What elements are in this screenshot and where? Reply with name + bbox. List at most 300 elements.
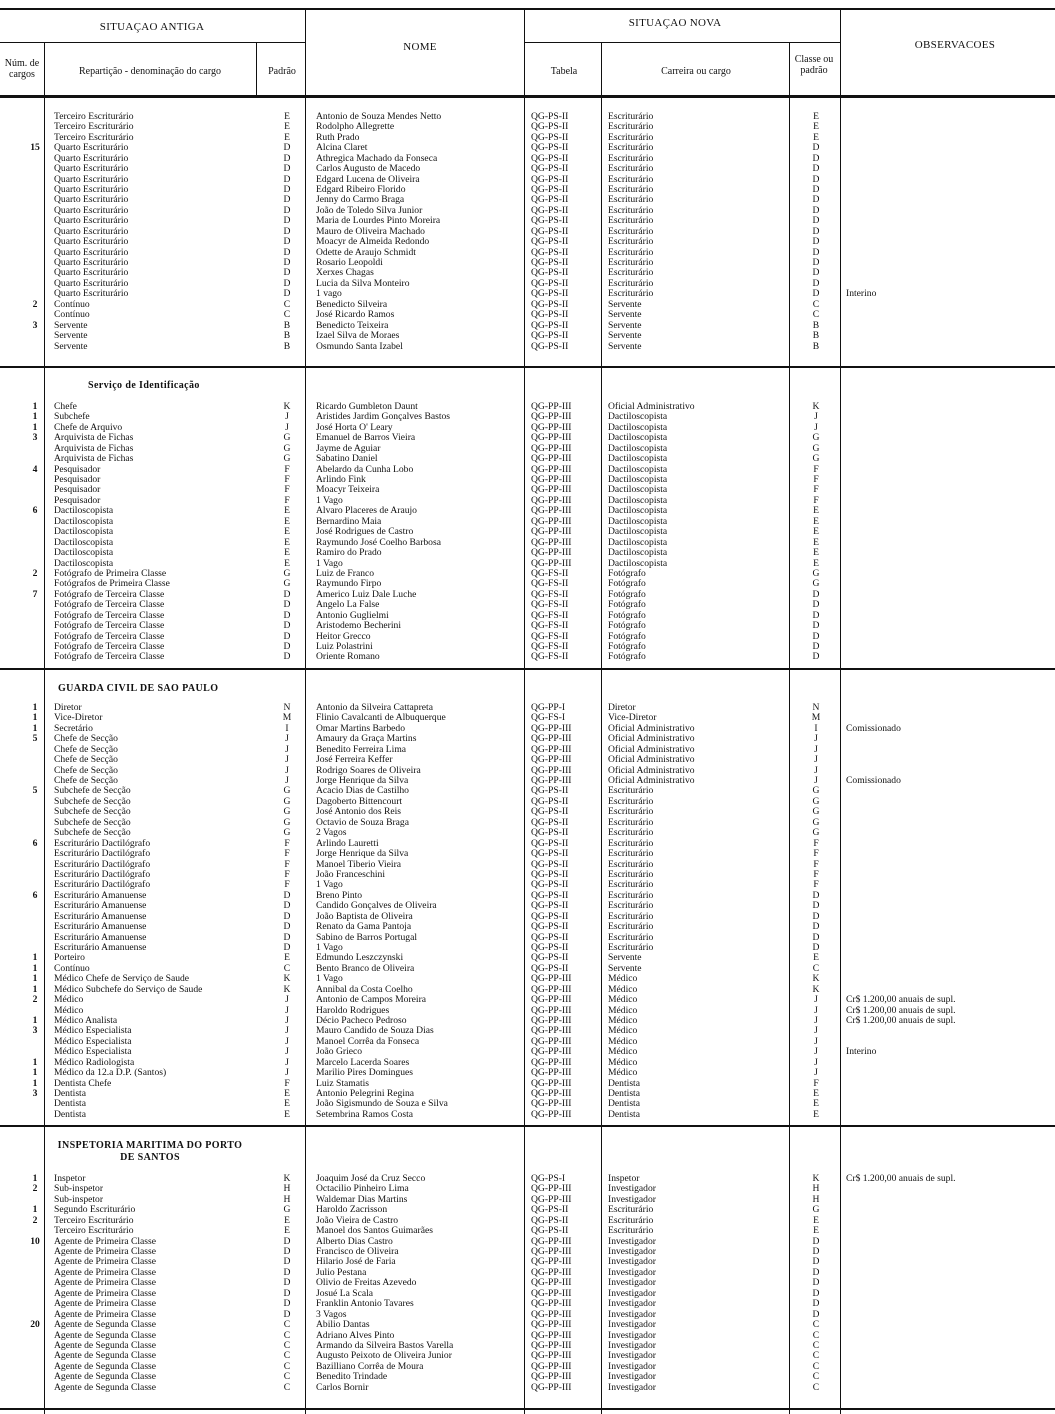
cell-tabela: QG-PS-II [531, 341, 569, 352]
cell-carreira: Fotógrafo [608, 568, 646, 579]
cell-classe: F [813, 838, 819, 849]
table-row [0, 559, 1055, 569]
cell-nome: Josué La Scala [316, 1288, 374, 1299]
table-row [0, 216, 1055, 226]
cell-tabela: QG-PP-III [531, 1340, 572, 1351]
cell-nome: Rodrigo Soares de Oliveira [316, 765, 421, 776]
cell-cargo: Chefe de Secção [54, 744, 118, 755]
cell-cargo: Fotógrafo de Terceira Classe [54, 589, 165, 600]
cell-tabela: QG-PS-II [531, 320, 569, 331]
table-row [0, 433, 1055, 443]
table-row [0, 402, 1055, 412]
cell-num: 1 [32, 963, 38, 974]
table-row [0, 423, 1055, 433]
cell-tabela: QG-PS-II [531, 942, 569, 953]
table-row [0, 611, 1055, 621]
cell-classe: E [813, 527, 819, 538]
cell-num: 6 [32, 890, 38, 901]
cell-nome: Marilio Pires Domingues [316, 1068, 413, 1078]
cell-cargo: Quarto Escriturário [54, 278, 129, 289]
cell-nome: Dagoberto Bittencourt [316, 796, 403, 807]
cell-tabela: QG-PP-III [531, 723, 572, 734]
header-carreira: Carreira ou cargo [661, 66, 731, 77]
cell-carreira: Escriturário [608, 258, 654, 268]
cell-nome: Aristodemo Becherini [316, 621, 401, 631]
cell-nome: Luiz Stamatis [316, 1078, 370, 1089]
cell-nome: Bento Branco de Oliveira [316, 963, 415, 974]
cell-classe: G [812, 807, 820, 818]
table-row [0, 818, 1055, 828]
cell-carreira: Fotógrafo [608, 579, 646, 590]
cell-classe: J [814, 995, 818, 1005]
cell-tabela: QG-PS-II [531, 817, 569, 828]
cell-padrao: J [285, 1036, 289, 1047]
table-row [0, 112, 1055, 122]
cell-cargo: Agente de Primeira Classe [54, 1278, 157, 1289]
cell-nome: Manoel Tiberio Vieira [316, 859, 402, 870]
cell-carreira: Oficial Administrativo [608, 723, 695, 734]
cell-classe: C [812, 299, 820, 310]
cell-cargo: Médico [54, 995, 84, 1005]
cell-tabela: QG-PS-II [531, 278, 569, 289]
cell-carreira: Dactiloscopista [608, 443, 668, 454]
cell-tabela: QG-PP-III [531, 1299, 572, 1310]
cell-classe: D [812, 143, 820, 154]
cell-num: 10 [30, 1236, 40, 1247]
cell-nome: José Ferreira Keffer [316, 755, 393, 766]
cell-num: 1 [32, 713, 38, 724]
cell-padrao: C [283, 963, 291, 974]
cell-tabela: QG-PP-III [531, 984, 572, 995]
table-row [0, 734, 1055, 744]
table-row [0, 1310, 1055, 1320]
cell-num: 15 [30, 143, 40, 154]
cell-nome: Benedicto Teixeira [316, 320, 389, 331]
cell-nome: Antonio Guglielmi [316, 610, 389, 621]
cell-cargo: Agente de Primeira Classe [54, 1309, 157, 1320]
cell-carreira: Escriturário [608, 1226, 654, 1237]
cell-padrao: G [283, 817, 291, 828]
cell-tabela: QG-PS-II [531, 268, 569, 279]
cell-classe: J [814, 1036, 818, 1047]
cell-tabela: QG-PS-II [531, 922, 569, 932]
cell-padrao: D [283, 641, 291, 652]
cell-tabela: QG-PP-III [531, 1057, 572, 1068]
cell-nome: José Antonio dos Reis [316, 807, 402, 818]
cell-cargo: Dactiloscopista [54, 506, 114, 517]
table-row [0, 642, 1055, 652]
cell-tabela: QG-FS-II [531, 568, 569, 579]
cell-classe: D [812, 631, 820, 642]
cell-carreira: Escriturário [608, 859, 654, 870]
cell-padrao: J [285, 1005, 289, 1016]
cell-cargo: Pesquisador [54, 475, 101, 485]
cell-carreira: Escriturário [608, 942, 654, 953]
cell-obs: Interino [846, 289, 877, 300]
table-row [0, 860, 1055, 870]
cell-nome: Edgard Ribeiro Florido [316, 185, 406, 195]
table-row [0, 590, 1055, 600]
cell-num: 3 [32, 320, 38, 331]
cell-padrao: K [283, 402, 291, 412]
cell-tabela: QG-PS-II [531, 953, 569, 964]
cell-num: 2 [32, 299, 38, 310]
cell-padrao: D [283, 1247, 291, 1257]
cell-padrao: G [283, 443, 291, 454]
cell-padrao: E [284, 548, 290, 558]
cell-classe: G [812, 1205, 820, 1216]
cell-padrao: N [283, 703, 291, 713]
cell-nome: Augusto Peixoto de Oliveira Junior [316, 1351, 452, 1362]
cell-carreira: Dactiloscopista [608, 516, 668, 527]
cell-carreira: Escriturário [608, 268, 654, 279]
cell-carreira: Investigador [608, 1257, 656, 1268]
cell-nome: Manoel dos Santos Guimarães [316, 1226, 433, 1237]
table-row [0, 766, 1055, 776]
cell-padrao: D [283, 652, 291, 663]
cell-nome: Ruth Prado [316, 132, 360, 143]
cell-tabela: QG-PP-III [531, 734, 572, 745]
cell-cargo: Agente de Segunda Classe [54, 1361, 157, 1372]
cell-carreira: Oficial Administrativo [608, 744, 695, 755]
cell-num: 2 [32, 1184, 38, 1195]
cell-tabela: QG-PP-III [531, 516, 572, 527]
cell-padrao: D [283, 143, 291, 154]
cell-classe: E [813, 1215, 819, 1226]
cell-padrao: D [283, 216, 291, 227]
cell-nome: João Vieira de Castro [316, 1215, 399, 1226]
cell-carreira: Escriturário [608, 817, 654, 828]
table-row [0, 1195, 1055, 1205]
cell-tabela: QG-PS-II [531, 331, 569, 341]
table-row [0, 964, 1055, 974]
cell-classe: G [812, 796, 820, 807]
cell-tabela: QG-PS-II [531, 310, 569, 321]
table-row [0, 1289, 1055, 1299]
cell-padrao: D [283, 1267, 291, 1278]
cell-tabela: QG-PP-III [531, 1005, 572, 1016]
table-row [0, 248, 1055, 258]
cell-tabela: QG-PS-II [531, 828, 569, 839]
cell-classe: F [813, 475, 819, 485]
cell-carreira: Diretor [608, 703, 636, 713]
table-row [0, 745, 1055, 755]
cell-tabela: QG-PP-III [531, 1257, 572, 1268]
cell-nome: Sabino de Barros Portugal [316, 932, 417, 943]
cell-cargo: Dentista [54, 1088, 86, 1099]
cell-cargo: Dactiloscopista [54, 516, 114, 527]
cell-tabela: QG-PP-III [531, 1099, 572, 1110]
cell-classe: C [812, 1372, 820, 1383]
cell-padrao: G [283, 786, 291, 797]
cell-padrao: F [284, 464, 290, 475]
cell-carreira: Fotógrafo [608, 631, 646, 642]
cell-cargo: Fotógrafo de Terceira Classe [54, 631, 165, 642]
cell-padrao: B [283, 341, 291, 352]
cell-tabela: QG-PP-III [531, 537, 572, 548]
cell-cargo: Agente de Primeira Classe [54, 1267, 157, 1278]
table-row [0, 195, 1055, 205]
cell-cargo: Agente de Primeira Classe [54, 1236, 157, 1247]
cell-padrao: F [284, 495, 290, 506]
cell-carreira: Investigador [608, 1330, 656, 1341]
cell-classe: E [813, 1109, 819, 1120]
cell-classe: I [814, 723, 818, 734]
cell-nome: Luiz de Franco [316, 568, 375, 579]
cell-cargo: Agente de Segunda Classe [54, 1382, 157, 1393]
cell-padrao: B [283, 331, 291, 341]
cell-nome: Breno Pinto [316, 890, 363, 901]
cell-classe: D [812, 1309, 820, 1320]
cell-tabela: QG-PS-II [531, 289, 569, 300]
cell-nome: Mauro de Oliveira Machado [316, 226, 425, 237]
cell-tabela: QG-PP-III [531, 1330, 572, 1341]
cell-nome: Lucia da Silva Monteiro [316, 278, 410, 289]
cell-padrao: J [285, 765, 289, 776]
table-row [0, 713, 1055, 723]
cell-carreira: Escriturário [608, 216, 654, 227]
cell-classe: D [812, 258, 820, 268]
cell-tabela: QG-PS-II [531, 880, 569, 891]
cell-cargo: Subchefe de Secção [54, 796, 131, 807]
cell-classe: C [812, 1340, 820, 1351]
cell-padrao: F [284, 859, 290, 870]
cell-cargo: Terceiro Escriturário [54, 1226, 134, 1237]
cell-tabela: QG-PS-II [531, 247, 569, 258]
cell-obs: Cr$ 1.200,00 anuais de supl. [846, 1015, 956, 1026]
cell-classe: C [812, 1361, 820, 1372]
table-row [0, 891, 1055, 901]
cell-num: 1 [32, 1174, 38, 1184]
cell-padrao: D [283, 237, 291, 248]
cell-padrao: D [283, 890, 291, 901]
cell-padrao: D [283, 164, 291, 175]
cell-padrao: D [283, 1288, 291, 1299]
cell-classe: E [813, 506, 819, 517]
cell-classe: H [812, 1184, 820, 1195]
cell-classe: F [813, 859, 819, 870]
cell-cargo: Terceiro Escriturário [54, 132, 134, 143]
table-row [0, 1037, 1055, 1047]
cell-nome: Jorge Henrique da Silva [316, 776, 409, 786]
cell-cargo: Subchefe [54, 412, 90, 423]
table-row [0, 901, 1055, 911]
cell-carreira: Médico [608, 1036, 638, 1047]
cell-padrao: C [283, 1330, 291, 1341]
cell-carreira: Escriturário [608, 932, 654, 943]
cell-padrao: G [283, 828, 291, 839]
table-row [0, 621, 1055, 631]
cell-classe: D [812, 1236, 820, 1247]
cell-cargo: Vice-Diretor [54, 713, 103, 724]
cell-carreira: Investigador [608, 1194, 656, 1205]
cell-nome: Antonio de Souza Mendes Netto [316, 112, 442, 122]
cell-carreira: Escriturário [608, 237, 654, 248]
cell-padrao: E [284, 537, 290, 548]
cell-padrao: J [285, 776, 289, 786]
cell-cargo: Arquivista de Fichas [54, 454, 134, 465]
table-row [0, 1110, 1055, 1120]
cell-nome: Octavio de Souza Braga [316, 817, 409, 828]
cell-carreira: Dactiloscopista [608, 548, 668, 558]
table-row [0, 1047, 1055, 1057]
cell-nome: Haroldo Zacrisson [316, 1205, 388, 1216]
cell-cargo: Chefe de Secção [54, 755, 118, 766]
table-row [0, 870, 1055, 880]
cell-nome: Candido Gonçalves de Oliveira [316, 901, 437, 912]
cell-nome: Ricardo Gumbleton Daunt [316, 402, 418, 412]
cell-carreira: Investigador [608, 1351, 656, 1362]
cell-classe: C [812, 1351, 820, 1362]
cell-cargo: Subchefe de Secção [54, 828, 131, 839]
cell-cargo: Quarto Escriturário [54, 237, 129, 248]
cell-padrao: G [283, 1205, 291, 1216]
cell-padrao: K [283, 1174, 291, 1184]
cell-carreira: Médico [608, 974, 638, 985]
cell-classe: J [814, 1068, 818, 1078]
cell-tabela: QG-PS-II [531, 963, 569, 974]
cell-padrao: E [284, 558, 290, 569]
header-observacoes: OBSERVACOES [914, 39, 996, 51]
cell-carreira: Dactiloscopista [608, 454, 668, 465]
cell-cargo: Médico [54, 1005, 84, 1016]
table-row [0, 600, 1055, 610]
cell-cargo: Sub-inspetor [54, 1184, 104, 1195]
cell-padrao: E [284, 1099, 290, 1110]
table-row [0, 579, 1055, 589]
cell-nome: Antonio Pelegrini Regina [316, 1088, 415, 1099]
cell-tabela: QG-PP-III [531, 475, 572, 485]
cell-carreira: Escriturário [608, 796, 654, 807]
table-row [0, 164, 1055, 174]
table-row [0, 828, 1055, 838]
cell-nome: Americo Luiz Dale Luche [316, 589, 417, 600]
cell-cargo: Dactiloscopista [54, 537, 114, 548]
cell-tabela: QG-PP-I [531, 703, 566, 713]
cell-num: 5 [32, 786, 38, 797]
cell-classe: D [812, 932, 820, 943]
cell-nome: Angelo La False [316, 600, 380, 611]
cell-carreira: Investigador [608, 1309, 656, 1320]
cell-cargo: Arquivista de Fichas [54, 433, 134, 444]
cell-padrao: D [283, 226, 291, 237]
cell-cargo: Quarto Escriturário [54, 268, 129, 279]
cell-tabela: QG-PP-III [531, 443, 572, 454]
cell-padrao: D [283, 631, 291, 642]
cell-padrao: D [283, 589, 291, 600]
cell-tabela: QG-PS-II [531, 205, 569, 216]
cell-nome: Odette de Araujo Schmidt [316, 247, 416, 258]
cell-classe: E [813, 516, 819, 527]
cell-classe: F [813, 869, 819, 880]
cell-tabela: QG-PS-II [531, 1226, 569, 1237]
cell-carreira: Investigador [608, 1361, 656, 1372]
cell-num: 1 [32, 703, 38, 713]
section-title: GUARDA CIVIL DE SAO PAULO [58, 683, 219, 694]
cell-cargo: Médico Especialista [54, 1026, 132, 1037]
cell-classe: N [812, 703, 820, 713]
cell-classe: D [812, 289, 820, 300]
cell-padrao: M [282, 713, 292, 724]
cell-cargo: Dentista [54, 1099, 86, 1110]
cell-carreira: Escriturário [608, 1205, 654, 1216]
cell-cargo: Dactiloscopista [54, 527, 114, 538]
cell-nome: Benedito Ferreira Lima [316, 744, 407, 755]
cell-cargo: Escriturário Amanuense [54, 942, 147, 953]
cell-classe: E [813, 1088, 819, 1099]
cell-cargo: Fotógrafos de Primeira Classe [54, 579, 170, 590]
cell-carreira: Investigador [608, 1236, 656, 1247]
cell-padrao: C [283, 1382, 291, 1393]
cell-classe: H [812, 1194, 820, 1205]
table-row [0, 1226, 1055, 1236]
table-row [0, 258, 1055, 268]
cell-nome: Bazilliano Corrêa de Moura [316, 1361, 424, 1372]
cell-carreira: Servente [608, 320, 642, 331]
cell-nome: Osmundo Santa Izabel [316, 341, 403, 352]
cell-num: 6 [32, 838, 38, 849]
table-row [0, 227, 1055, 237]
cell-cargo: Quarto Escriturário [54, 216, 129, 227]
cell-carreira: Dactiloscopista [608, 527, 668, 538]
cell-cargo: Quarto Escriturário [54, 247, 129, 258]
table-row [0, 268, 1055, 278]
cell-carreira: Dentista [608, 1109, 640, 1120]
cell-nome: José Rodrigues de Castro [316, 527, 414, 538]
cell-padrao: D [283, 621, 291, 631]
cell-carreira: Dentista [608, 1099, 640, 1110]
cell-tabela: QG-PP-III [531, 485, 572, 496]
cell-padrao: E [284, 112, 290, 122]
table-row [0, 880, 1055, 890]
cell-nome: Rodolpho Allegrette [316, 122, 395, 133]
cell-tabela: QG-FS-II [531, 589, 569, 600]
cell-num: 5 [32, 734, 38, 745]
cell-cargo: Médico Radiologista [54, 1057, 135, 1068]
table-row [0, 652, 1055, 662]
cell-tabela: QG-FS-II [531, 652, 569, 663]
cell-tabela: QG-PP-III [531, 1184, 572, 1195]
cell-padrao: E [284, 953, 290, 964]
table-row [0, 454, 1055, 464]
cell-tabela: QG-PP-III [531, 412, 572, 423]
cell-nome: Luiz Polastrini [316, 641, 373, 652]
cell-classe: F [813, 1078, 819, 1089]
cell-num: 3 [32, 433, 38, 444]
cell-num: 3 [32, 1088, 38, 1099]
cell-padrao: D [283, 942, 291, 953]
cell-nome: Manoel Corrêa da Fonseca [316, 1036, 420, 1047]
cell-classe: E [813, 112, 819, 122]
cell-nome: Adriano Alves Pinto [316, 1330, 395, 1341]
cell-nome: Armando da Silveira Bastos Varella [316, 1340, 454, 1351]
cell-tabela: QG-PS-II [531, 911, 569, 922]
cell-nome: Emanuel de Barros Vieira [316, 433, 416, 444]
cell-cargo: Escriturário Amanuense [54, 932, 147, 943]
cell-carreira: Investigador [608, 1299, 656, 1310]
header-situacao-antiga: SITUAÇAO ANTIGA [99, 21, 205, 33]
cell-padrao: D [283, 922, 291, 932]
cell-classe: J [814, 755, 818, 766]
cell-obs: Interino [846, 1047, 877, 1058]
cell-carreira: Fotógrafo [608, 589, 646, 600]
cell-tabela: QG-PP-III [531, 1361, 572, 1372]
table-row [0, 569, 1055, 579]
cell-obs: Cr$ 1.200,00 anuais de supl. [846, 1005, 956, 1016]
cell-padrao: E [284, 506, 290, 517]
cell-carreira: Escriturário [608, 807, 654, 818]
table-row [0, 289, 1055, 299]
